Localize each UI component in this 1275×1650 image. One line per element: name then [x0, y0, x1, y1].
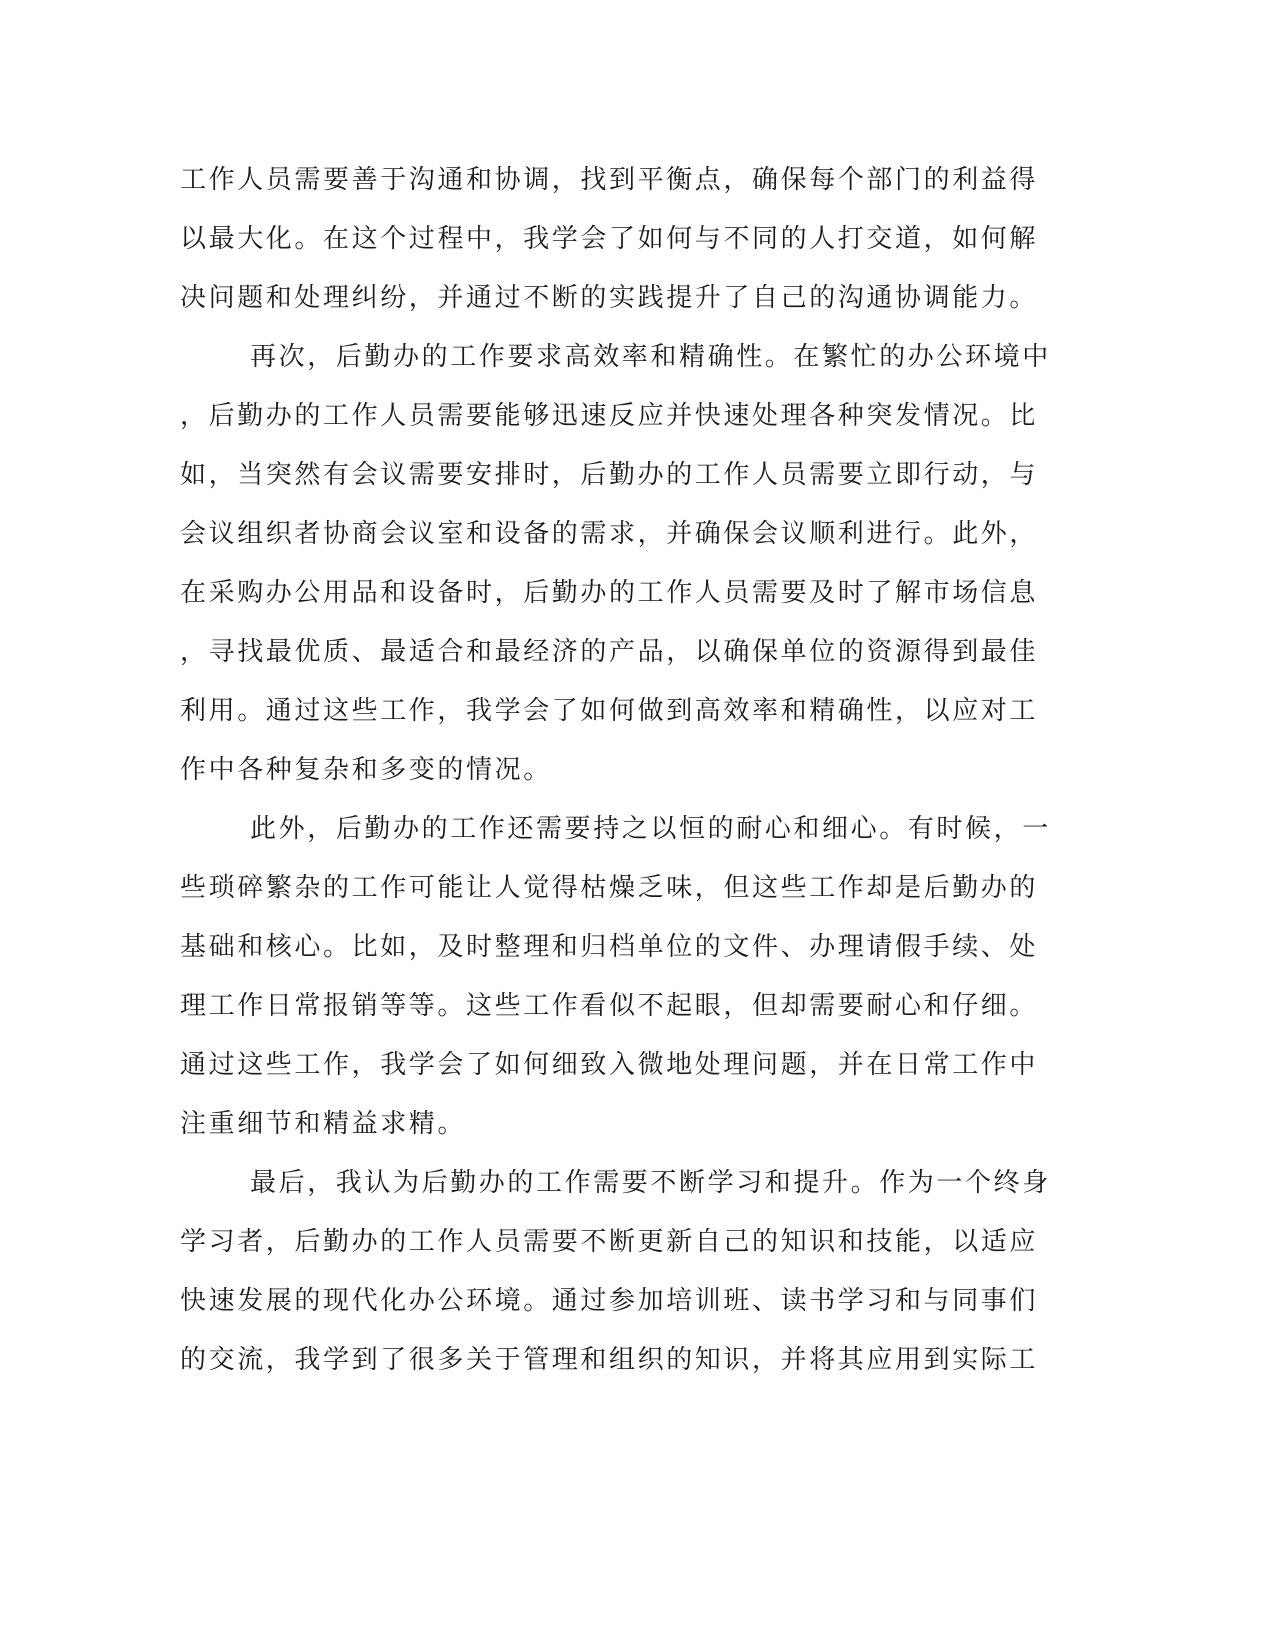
text-line: 通过这些工作，我学会了如何细致入微地处理问题，并在日常工作中 [180, 1050, 1039, 1080]
text-line: 注重细节和精益求精。 [180, 1109, 467, 1139]
paragraph-first-line: 再次，后勤办的工作要求高效率和精确性。在繁忙的办公环境中 [250, 342, 1051, 372]
text-line: 基础和核心。比如，及时整理和归档单位的文件、办理请假手续、处 [180, 932, 1039, 962]
text-line: 利用。通过这些工作，我学会了如何做到高效率和精确性，以应对工 [180, 696, 1039, 726]
text-line: 在采购办公用品和设备时，后勤办的工作人员需要及时了解市场信息 [180, 578, 1039, 608]
text-line: ，后勤办的工作人员需要能够迅速反应并快速处理各种突发情况。比 [180, 401, 1039, 431]
text-line: 工作人员需要善于沟通和协调，找到平衡点，确保每个部门的利益得 [180, 165, 1039, 195]
text-line: 快速发展的现代化办公环境。通过参加培训班、读书学习和与同事们 [180, 1286, 1039, 1316]
text-line: ，寻找最优质、最适合和最经济的产品，以确保单位的资源得到最佳 [180, 637, 1039, 667]
text-line: 会议组织者协商会议室和设备的需求，并确保会议顺利进行。此外， [180, 519, 1039, 549]
text-line: 决问题和处理纠纷，并通过不断的实践提升了自己的沟通协调能力。 [180, 283, 1039, 313]
paragraph-first-line: 最后，我认为后勤办的工作需要不断学习和提升。作为一个终身 [250, 1168, 1051, 1198]
text-line: 学习者，后勤办的工作人员需要不断更新自己的知识和技能，以适应 [180, 1227, 1039, 1257]
paragraph-first-line: 此外，后勤办的工作还需要持之以恒的耐心和细心。有时候，一 [250, 814, 1051, 844]
text-line: 以最大化。在这个过程中，我学会了如何与不同的人打交道，如何解 [180, 224, 1039, 254]
text-line: 如，当突然有会议需要安排时，后勤办的工作人员需要立即行动，与 [180, 460, 1039, 490]
text-line: 的交流，我学到了很多关于管理和组织的知识，并将其应用到实际工 [180, 1345, 1039, 1375]
text-line: 理工作日常报销等等。这些工作看似不起眼，但却需要耐心和仔细。 [180, 991, 1039, 1021]
text-line: 些琐碎繁杂的工作可能让人觉得枯燥乏味，但这些工作却是后勤办的 [180, 873, 1039, 903]
text-line: 作中各种复杂和多变的情况。 [180, 755, 552, 785]
